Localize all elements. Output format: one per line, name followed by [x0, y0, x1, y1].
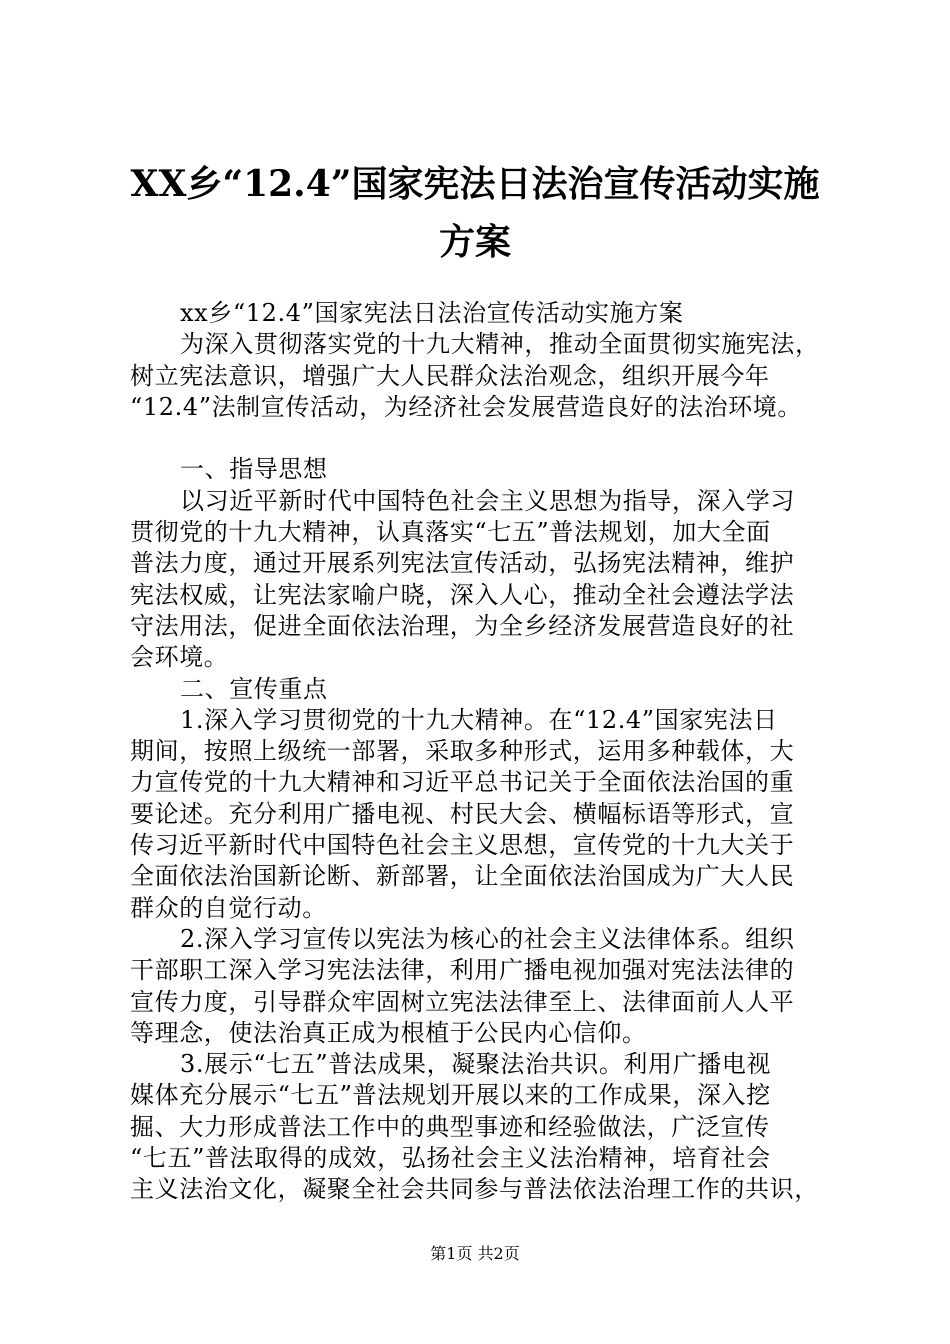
text-line: 守法用法，促进全面依法治理，为全乡经济发展营造良好的社: [130, 611, 795, 640]
text-line: 宣传力度，引导群众牢固树立宪法法律至上、法律面前人人平: [130, 987, 795, 1016]
text-line: 全面依法治国新论断、新部署，让全面依法治国成为广大人民: [130, 862, 795, 891]
text-line: 干部职工深入学习宪法法律，利用广播电视加强对宪法法律的: [130, 956, 795, 985]
document-title-line-2: 方案: [438, 221, 511, 263]
text-line: 媒体充分展示“七五”普法规划开展以来的工作成果，深入挖: [130, 1081, 771, 1110]
text-line: 贯彻党的十九大精神，认真落实“七五”普法规划，加大全面: [130, 518, 771, 547]
text-line: 二、宣传重点: [180, 674, 328, 703]
text-line: 等理念，使法治真正成为根植于公民内心信仰。: [130, 1018, 647, 1047]
text-line: 宪法权威，让宪法家喻户晓，深入人心，推动全社会遵法学法: [130, 580, 795, 609]
text-line: xx乡“12.4”国家宪法日法治宣传活动实施方案: [180, 299, 684, 327]
page-footer: 第1页 共2页: [430, 1244, 520, 1263]
text-line: 2.深入学习宣传以宪法为核心的社会主义法律体系。组织: [180, 924, 795, 953]
text-line: 为深入贯彻落实党的十九大精神，推动全面贯彻实施宪法，: [180, 330, 820, 359]
text-line: “12.4”法制宣传活动，为经济社会发展营造良好的法治环境。: [130, 392, 802, 421]
text-line: 要论述。充分利用广播电视、村民大会、横幅标语等形式，宣: [130, 799, 795, 828]
text-line: 普法力度，通过开展系列宪法宣传活动，弘扬宪法精神，维护: [130, 549, 795, 578]
text-line: 掘、大力形成普法工作中的典型事迹和经验做法，广泛宣传: [130, 1112, 770, 1141]
text-line: 群众的自觉行动。: [130, 893, 327, 922]
text-line: 树立宪法意识，增强广大人民群众法治观念，组织开展今年: [130, 361, 770, 390]
document-title-line-1: XX乡“12.4”国家宪法日法治宣传活动实施: [130, 163, 820, 205]
text-line: 主义法治文化，凝聚全社会共同参与普法依法治理工作的共识，: [130, 1175, 819, 1204]
text-line: 期间，按照上级统一部署，采取多种形式，运用多种载体，大: [130, 737, 795, 766]
text-line: 会环境。: [130, 643, 229, 672]
blank-line: [130, 423, 830, 454]
text-line: 力宣传党的十九大精神和习近平总书记关于全面依法治国的重: [130, 768, 795, 797]
text-line: 1.深入学习贯彻党的十九大精神。在“12.4”国家宪法日: [180, 705, 778, 734]
text-line: 3.展示“七五”普法成果，凝聚法治共识。利用广播电视: [180, 1050, 772, 1079]
text-line: 传习近平新时代中国特色社会主义思想，宣传党的十九大关于: [130, 831, 795, 860]
text-line: “七五”普法取得的成效，弘扬社会主义法治精神，培育社会: [130, 1144, 771, 1173]
text-line: 以习近平新时代中国特色社会主义思想为指导，深入学习: [180, 486, 795, 515]
text-line: 一、指导思想: [180, 455, 328, 484]
document-body: [130, 298, 830, 1206]
